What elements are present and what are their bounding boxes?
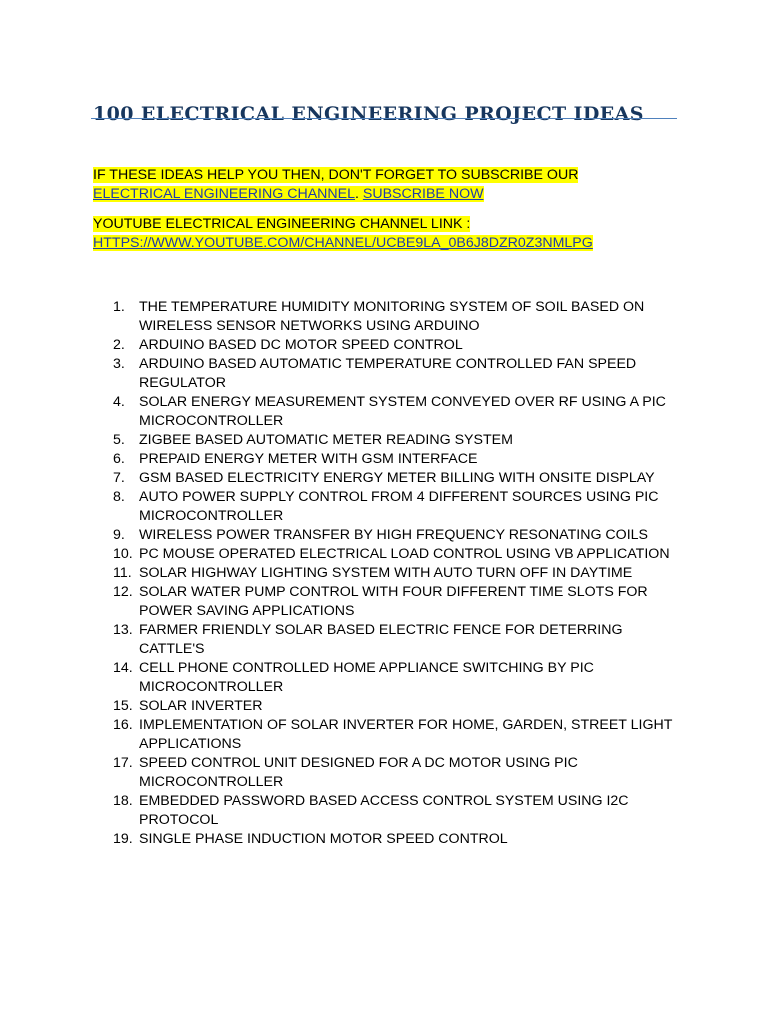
- subscribe-paragraph: [93, 166, 653, 204]
- list-item-text: SOLAR ENERGY MEASUREMENT SYSTEM CONVEYED OVER RF USING A PIC MICROCONTROLLER: [139, 394, 666, 429]
- list-item-number: 12.: [113, 584, 133, 600]
- list-item-number: 19.: [113, 831, 133, 847]
- list-item: [113, 754, 673, 792]
- list-item: [113, 545, 673, 564]
- list-item-number: 1.: [113, 299, 125, 315]
- list-item: [113, 469, 673, 488]
- youtube-url-link[interactable]: HTTPS://WWW.YOUTUBE.COM/CHANNEL/UCBE9LA_0B6J8DZR0Z3NMLPG: [93, 235, 593, 251]
- title-divider: [91, 118, 677, 119]
- list-item: [113, 336, 673, 355]
- page-title: 100 ELECTRICAL ENGINEERING PROJECT IDEAS: [93, 102, 644, 125]
- list-item: [113, 355, 673, 393]
- list-item-number: 7.: [113, 470, 125, 486]
- list-item-text: AUTO POWER SUPPLY CONTROL FROM 4 DIFFERENT SOURCES USING PIC MICROCONTROLLER: [139, 489, 659, 524]
- list-item-text: SPEED CONTROL UNIT DESIGNED FOR A DC MOTOR USING PIC MICROCONTROLLER: [139, 755, 578, 790]
- list-item-text: ARDUINO BASED DC MOTOR SPEED CONTROL: [139, 337, 463, 353]
- list-item: [113, 621, 673, 659]
- list-item: [113, 564, 673, 583]
- list-item-text: GSM BASED ELECTRICITY ENERGY METER BILLING WITH ONSITE DISPLAY: [139, 470, 655, 486]
- list-item-text: SOLAR HIGHWAY LIGHTING SYSTEM WITH AUTO TURN OFF IN DAYTIME: [139, 565, 633, 581]
- youtube-label: YOUTUBE ELECTRICAL ENGINEERING CHANNEL LINK :: [93, 216, 471, 232]
- list-item-text: SOLAR INVERTER: [139, 698, 263, 714]
- youtube-paragraph: [93, 215, 653, 253]
- list-item: [113, 659, 673, 697]
- list-item-number: 16.: [113, 717, 133, 733]
- list-item: [113, 583, 673, 621]
- channel-link[interactable]: ELECTRICAL ENGINEERING CHANNEL: [93, 186, 355, 202]
- promo-block: [93, 166, 653, 264]
- list-item-text: FARMER FRIENDLY SOLAR BASED ELECTRIC FENCE FOR DETERRING CATTLE'S: [139, 622, 623, 657]
- subscribe-text: IF THESE IDEAS HELP YOU THEN, DON'T FORGET TO SUBSCRIBE OUR: [93, 167, 579, 183]
- list-item-number: 2.: [113, 337, 125, 353]
- list-item-number: 3.: [113, 356, 125, 372]
- project-ideas-list: [113, 298, 673, 849]
- list-item-text: SOLAR WATER PUMP CONTROL WITH FOUR DIFFERENT TIME SLOTS FOR POWER SAVING APPLICATIONS: [139, 584, 648, 619]
- list-item: [113, 393, 673, 431]
- list-item-text: ZIGBEE BASED AUTOMATIC METER READING SYSTEM: [139, 432, 513, 448]
- list-item-number: 17.: [113, 755, 133, 771]
- list-item-text: CELL PHONE CONTROLLED HOME APPLIANCE SWITCHING BY PIC MICROCONTROLLER: [139, 660, 594, 695]
- highlight-subscribe: [93, 167, 578, 202]
- list-item: [113, 716, 673, 754]
- list-item-number: 8.: [113, 489, 125, 505]
- list-item-text: SINGLE PHASE INDUCTION MOTOR SPEED CONTROL: [139, 831, 508, 847]
- list-item: [113, 792, 673, 830]
- list-item-text: PC MOUSE OPERATED ELECTRICAL LOAD CONTROL USING VB APPLICATION: [139, 546, 670, 562]
- list-item-text: THE TEMPERATURE HUMIDITY MONITORING SYSTEM OF SOIL BASED ON WIRELESS SENSOR NETWORKS USING ARDUINO: [139, 299, 645, 334]
- list-item-number: 18.: [113, 793, 133, 809]
- list-item-number: 4.: [113, 394, 125, 410]
- list-item-number: 15.: [113, 698, 133, 714]
- list-item-number: 6.: [113, 451, 125, 467]
- list-item: [113, 298, 673, 336]
- list-item-text: EMBEDDED PASSWORD BASED ACCESS CONTROL SYSTEM USING I2C PROTOCOL: [139, 793, 629, 828]
- list-item: [113, 697, 673, 716]
- list-item: [113, 830, 673, 849]
- list-item: [113, 431, 673, 450]
- list-item-number: 14.: [113, 660, 133, 676]
- list-item-number: 10.: [113, 546, 133, 562]
- list-item-text: IMPLEMENTATION OF SOLAR INVERTER FOR HOME, GARDEN, STREET LIGHT APPLICATIONS: [139, 717, 673, 752]
- highlight-youtube: [93, 216, 593, 251]
- list-item-number: 13.: [113, 622, 133, 638]
- list-item-text: ARDUINO BASED AUTOMATIC TEMPERATURE CONTROLLED FAN SPEED REGULATOR: [139, 356, 637, 391]
- list-item-number: 5.: [113, 432, 125, 448]
- subscribe-now-link[interactable]: SUBSCRIBE NOW: [362, 186, 484, 202]
- list-item-number: 9.: [113, 527, 125, 543]
- list-item-number: 11.: [113, 565, 132, 581]
- list-item-text: PREPAID ENERGY METER WITH GSM INTERFACE: [139, 451, 478, 467]
- link-separator: .: [355, 186, 363, 202]
- list-item-text: WIRELESS POWER TRANSFER BY HIGH FREQUENCY RESONATING COILS: [139, 527, 648, 543]
- list-item: [113, 450, 673, 469]
- list-item: [113, 526, 673, 545]
- list-item: [113, 488, 673, 526]
